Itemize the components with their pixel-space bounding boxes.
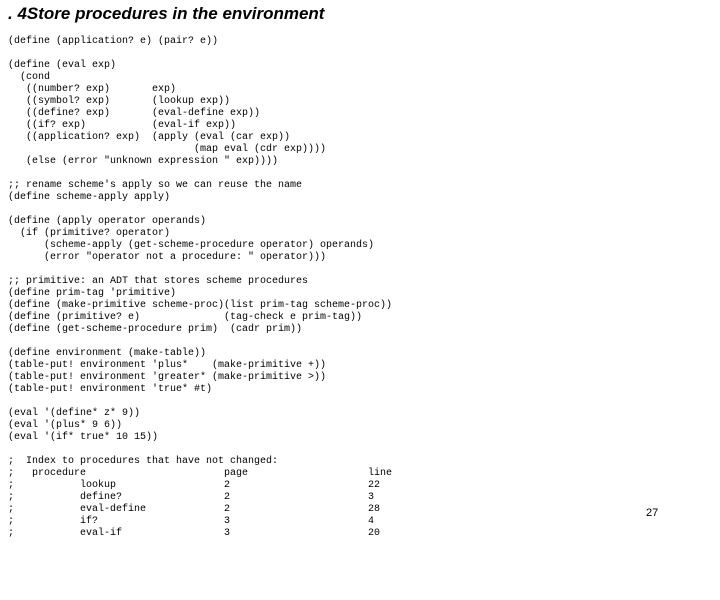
index-page: 3 xyxy=(224,528,231,539)
code-line: (scheme-apply (get-scheme-procedure operator) operands) xyxy=(8,240,375,251)
index-row xyxy=(8,480,381,492)
code-line: (define environment (make-table)) xyxy=(8,348,207,359)
code-line xyxy=(8,264,392,276)
code-line: (if (primitive? operator) xyxy=(8,228,171,239)
index-comment-marker: ; xyxy=(8,492,15,503)
index-line: 28 xyxy=(368,504,381,515)
code-line xyxy=(8,396,392,408)
code-line: (map eval (cdr exp)))) xyxy=(8,144,327,155)
code-line: ((define? exp) (eval-define exp)) xyxy=(8,108,261,119)
code-line: ;; rename scheme's apply so we can reuse the name xyxy=(8,180,303,191)
code-line: ((if? exp) (eval-if exp)) xyxy=(8,120,237,131)
code-line: (define (application? e) (pair? e)) xyxy=(8,36,219,47)
code-line: (eval '(if* true* 10 15)) xyxy=(8,432,159,443)
code-line: ((application? exp) (apply (eval (car exp)) xyxy=(8,132,291,143)
code-line: ((number? exp) exp) xyxy=(8,84,177,95)
code-line: (define prim-tag 'primitive) xyxy=(8,288,177,299)
code-line xyxy=(8,336,392,348)
index-line: 22 xyxy=(368,480,381,491)
index-comment-marker: ; xyxy=(8,528,15,539)
index-procedure-name: define? xyxy=(80,492,123,503)
index-column-line: line xyxy=(368,468,393,479)
index-procedure-name: if? xyxy=(80,516,99,527)
index-comment-marker: ; xyxy=(8,480,15,491)
code-line: (define (primitive? e) (tag-check e prim-tag)) xyxy=(8,312,363,323)
index-row xyxy=(8,516,375,528)
code-line: (define (apply operator operands) xyxy=(8,216,207,227)
index-comment-marker: ; xyxy=(8,468,15,479)
index-page: 2 xyxy=(224,492,231,503)
code-line: (else (error "unknown expression " exp)))) xyxy=(8,156,279,167)
code-line: (define scheme-apply apply) xyxy=(8,192,171,203)
code-line: (table-put! environment 'true* #t) xyxy=(8,384,213,395)
index-line: 4 xyxy=(368,516,375,527)
code-line: ((symbol? exp) (lookup exp)) xyxy=(8,96,231,107)
code-line xyxy=(8,48,392,60)
code-line: (cond xyxy=(8,72,51,83)
index-column-page: page xyxy=(224,468,249,479)
code-line: (eval '(plus* 9 6)) xyxy=(8,420,123,431)
index-comment-marker: ; xyxy=(8,504,15,515)
index-line: 20 xyxy=(368,528,381,539)
index-row xyxy=(8,528,381,540)
index-procedure-name: eval-define xyxy=(80,504,147,515)
code-line: (table-put! environment 'plus* (make-primitive +)) xyxy=(8,360,327,371)
index-page: 3 xyxy=(224,516,231,527)
index-comment-marker: ; xyxy=(8,516,15,527)
slide-title: . 4Store procedures in the environment xyxy=(8,4,325,23)
index-page: 2 xyxy=(224,480,231,491)
code-line: (define (get-scheme-procedure prim) (cadr prim)) xyxy=(8,324,303,335)
index-procedure-name: lookup xyxy=(80,480,117,491)
code-line: (eval '(define* z* 9)) xyxy=(8,408,141,419)
index-column-procedure: procedure xyxy=(32,468,87,479)
index-header: ; Index to procedures that have not changed: xyxy=(8,456,279,467)
index-row xyxy=(8,504,381,516)
code-line: (define (eval exp) xyxy=(8,60,117,71)
code-line: ;; primitive: an ADT that stores scheme procedures xyxy=(8,276,309,287)
index-column-header-row xyxy=(8,468,393,480)
code-block xyxy=(8,36,392,444)
code-line: (error "operator not a procedure: " operator))) xyxy=(8,252,327,263)
code-line: (define (make-primitive scheme-proc)(list prim-tag scheme-proc)) xyxy=(8,300,393,311)
index-procedure-name: eval-if xyxy=(80,528,123,539)
index-row xyxy=(8,492,375,504)
procedure-index xyxy=(8,456,393,540)
code-line xyxy=(8,204,392,216)
index-page: 2 xyxy=(224,504,231,515)
code-line: (table-put! environment 'greater* (make-primitive >)) xyxy=(8,372,327,383)
page-number: 27 xyxy=(646,507,659,519)
code-line xyxy=(8,168,392,180)
index-line: 3 xyxy=(368,492,375,503)
